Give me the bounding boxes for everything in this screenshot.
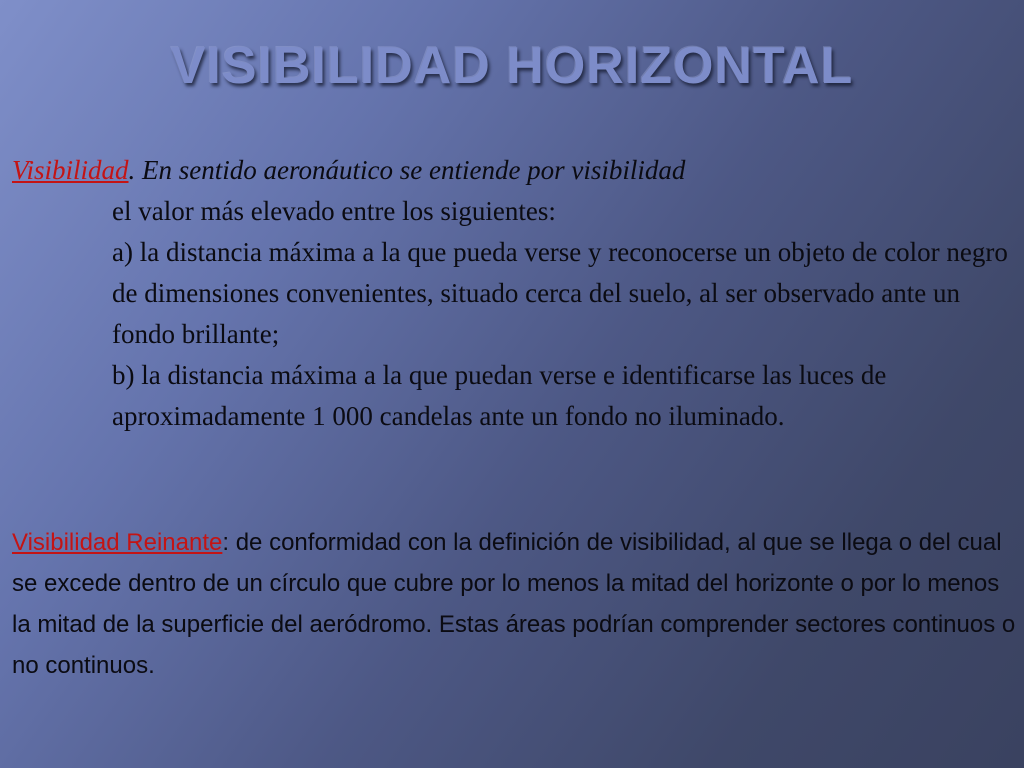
slide-title: VISIBILIDAD HORIZONTAL [170, 37, 854, 95]
definition-item-a: a) la distancia máxima a la que pueda verse y reconocerse un objeto de color negro de dimensiones convenientes, situado cerca del suelo, al ser observado ante un fondo brillante; [112, 237, 1008, 349]
term-visibilidad-reinante: Visibilidad Reinante [12, 529, 223, 556]
definition-item-b: b) la distancia máxima a la que puedan verse e identificarse las luces de aproximadamente 1 000 candelas ante un fondo no iluminado. [112, 360, 887, 431]
definition-lead-line [12, 155, 685, 185]
lead-text: . En sentido aeronáutico se entiende por visibilidad [128, 155, 686, 185]
definition-visibilidad-reinante [12, 522, 1017, 686]
reinante-body: : de conformidad con la definición de visibilidad, al que se llega o del cual se excede dentro de un círculo que cubre por lo menos la mitad del horizonte o por lo menos la mitad de la superficie del aeródromo. Estas áreas podrían comprender sectores continuos o no continuos. [12, 529, 1016, 679]
term-visibilidad: Visibilidad [12, 155, 129, 185]
definition-line-2: el valor más elevado entre los siguientes: [112, 196, 556, 226]
definition-visibilidad [12, 150, 1017, 437]
